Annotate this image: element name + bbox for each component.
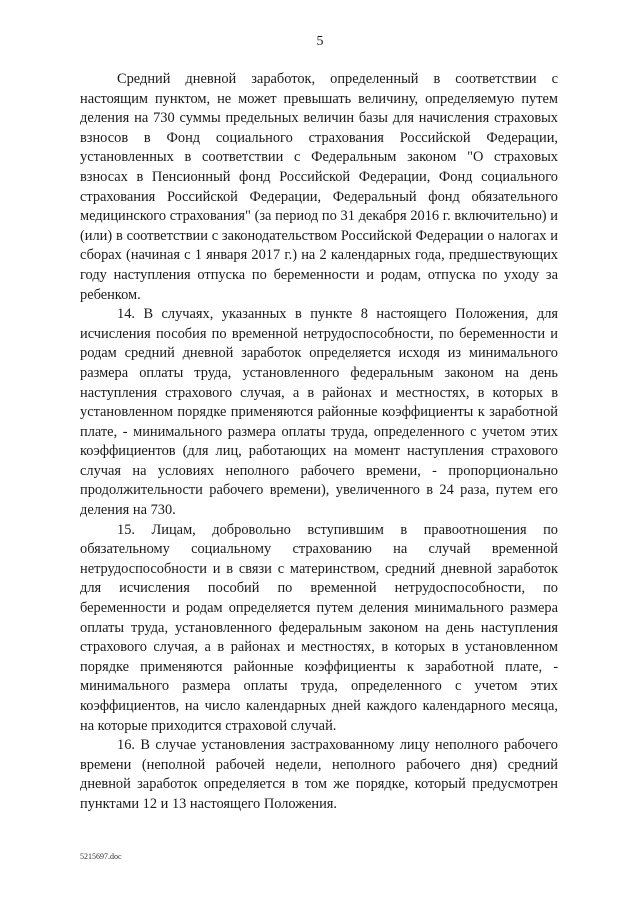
footer-filename: 5215697.doc — [80, 852, 122, 861]
paragraph-15: 15. Лицам, добровольно вступившим в правоотношения по обязательному социальному страхованию на случай временной нетрудоспособности и в связи с материнством, средний дневной заработок для исчисления пособий по временной нетрудоспособности, по беременности и родам определяется путем деления минимального размера оплаты труда, установленного федеральным законом на день наступления страхового случая, а в районах и местностях, в которых в установленном порядке применяются районные коэффициенты к заработной плате, - минимального размера оплаты труда, определенного с учетом этих коэффициентов, на число календарных дней каждого календарного месяца, на которые приходится страховой случай. — [80, 521, 558, 734]
document-body — [80, 70, 558, 815]
paragraph-14: 14. В случаях, указанных в пункте 8 настоящего Положения, для исчисления пособия по временной нетрудоспособности, по беременности и родам средний дневной заработок определяется исходя из минимального размера оплаты труда, установленного федеральным законом на день наступления страхового случая, а в районах и местностях, в которых в установленном порядке применяются районные коэффициенты к заработной плате, - минимального размера оплаты труда, определенного с учетом этих коэффициентов (для лиц, работающих на момент наступления страхового случая на условиях неполного рабочего времени, - пропорционально продолжительности рабочего времени), увеличенного в 24 раза, путем его деления на 730. — [80, 306, 558, 519]
paragraph-16: 16. В случае установления застрахованному лицу неполного рабочего времени (неполной рабочей недели, неполного рабочего дня) средний дневной заработок определяется в том же порядке, который предусмотрен пунктами 12 и 13 настоящего Положения. — [80, 737, 558, 812]
paragraph-average-earnings-limit: Средний дневной заработок, определенный в соответствии с настоящим пунктом, не может превышать величину, определяемую путем деления на 730 суммы предельных величин базы для начисления страховых взносов в Фонд социального страхования Российской Федерации, установленных в соответствии с Федеральным законом "О страховых взносах в Пенсионный фонд Российской Федерации, Фонд социального страхования Российской Федерации, Федеральный фонд обязательного медицинского страхования" (за период по 31 декабря 2016 г. включительно) и (или) в соответствии с законодательством Российской Федерации о налогах и сборах (начиная с 1 января 2017 г.) на 2 календарных года, предшествующих году наступления отпуска по беременности и родам, отпуска по уходу за ребенком. — [80, 71, 558, 303]
page-number: 5 — [316, 34, 324, 49]
